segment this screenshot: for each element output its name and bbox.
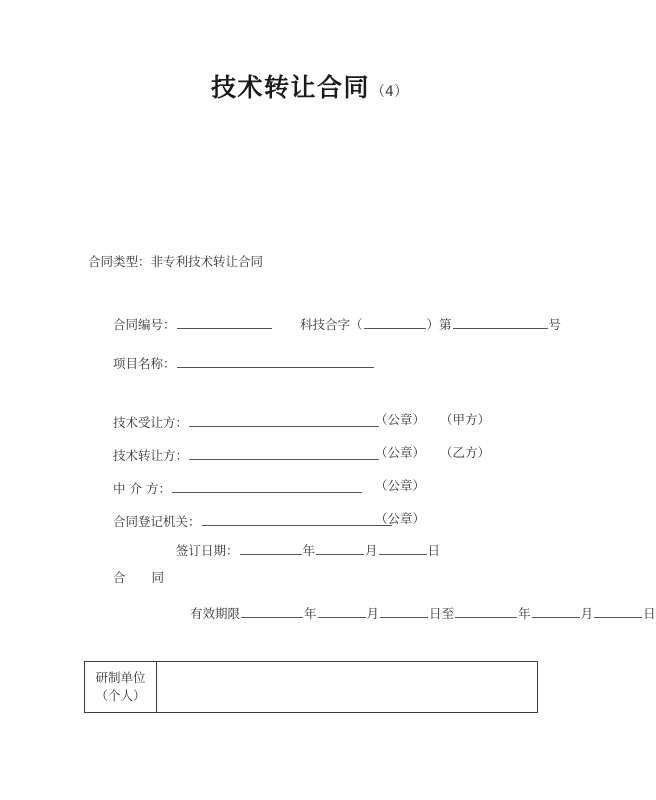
validity-period-field: [190, 605, 656, 620]
validity-start-day-blank[interactable]: [380, 605, 428, 618]
contract-number-field: [113, 316, 273, 331]
validity-start-month-unit: 月: [366, 605, 380, 621]
table-row: [85, 662, 538, 713]
contract-number-label: 合同编号：: [113, 316, 176, 332]
validity-start-day-unit: 日: [429, 605, 442, 621]
validity-end-year-blank[interactable]: [455, 605, 517, 618]
developer-label-line1: 研制单位: [95, 669, 146, 685]
intermediary-seal-mark: [375, 480, 425, 493]
page-title: [0, 68, 619, 104]
seal-mark-text: （公章）: [375, 412, 426, 427]
contract-type-line: [88, 256, 263, 269]
registry-seal-mark: [375, 513, 425, 526]
developer-info-table: [84, 661, 538, 713]
validity-end-day-blank[interactable]: [594, 605, 642, 618]
developer-label-cell: [85, 662, 157, 713]
project-name-label: 项目名称：: [113, 355, 176, 371]
sign-date-day-blank[interactable]: [379, 542, 427, 555]
transferor-label: 技术转让方：: [113, 447, 189, 463]
validity-start-year-unit: 年: [304, 605, 317, 621]
seal-mark-text: （公章）: [375, 445, 426, 460]
kj-mid-label: ）第: [426, 316, 452, 332]
validity-end-day-unit: 日: [643, 605, 656, 621]
transferee-blank[interactable]: [189, 414, 379, 427]
validity-start-year-blank[interactable]: [241, 605, 303, 618]
sign-date-year-blank[interactable]: [240, 542, 302, 555]
validity-period-label: 有效期限: [190, 605, 241, 621]
registry-label: 合同登记机关：: [113, 513, 201, 529]
contract-number-blank[interactable]: [177, 316, 272, 329]
contract-type-text: 合同类型：非专利技术转让合同: [88, 254, 264, 269]
intermediary-blank[interactable]: [172, 480, 362, 493]
kj-year-blank[interactable]: [364, 316, 426, 329]
kj-prefix-label: 科技合字（: [300, 316, 363, 332]
developer-label-line2: （个人）: [95, 688, 146, 703]
validity-end-month-unit: 月: [580, 605, 594, 621]
kj-serial-blank[interactable]: [453, 316, 548, 329]
transferor-field: [113, 447, 380, 462]
contract-word-text: 合 同: [113, 570, 175, 585]
validity-end-year-unit: 年: [518, 605, 531, 621]
validity-start-month-blank[interactable]: [318, 605, 366, 618]
validity-range-connector: 至: [441, 605, 455, 621]
project-name-field: [113, 355, 375, 370]
kj-number-field: [300, 316, 561, 331]
registry-blank[interactable]: [202, 513, 392, 526]
project-name-blank[interactable]: [177, 355, 374, 368]
transferor-seal-mark: [375, 447, 425, 460]
intermediary-label: 中 介 方：: [113, 480, 171, 496]
contract-word-heading: [113, 572, 175, 585]
party-a-mark: [440, 414, 490, 427]
party-a-mark-text: （甲方）: [440, 412, 491, 427]
page-title-suffix: （4）: [371, 84, 408, 100]
seal-mark-text: （公章）: [375, 478, 426, 493]
validity-end-month-blank[interactable]: [532, 605, 580, 618]
sign-date-year-unit: 年: [302, 542, 316, 558]
registry-field: [113, 513, 393, 528]
sign-date-field: [176, 542, 440, 557]
sign-date-month-blank[interactable]: [316, 542, 364, 555]
sign-date-label: 签订日期：: [176, 542, 239, 558]
party-b-mark: [440, 447, 490, 460]
page-title-main: 技术转让合同: [211, 73, 371, 102]
kj-suffix-label: 号: [548, 316, 562, 332]
intermediary-field: [113, 480, 363, 495]
sign-date-day-unit: 日: [427, 542, 441, 558]
transferee-seal-mark: [375, 414, 425, 427]
party-b-mark-text: （乙方）: [440, 445, 491, 460]
seal-mark-text: （公章）: [375, 511, 426, 526]
transferee-label: 技术受让方：: [113, 414, 189, 430]
developer-value-cell[interactable]: [157, 662, 538, 713]
transferee-field: [113, 414, 380, 429]
sign-date-month-unit: 月: [365, 542, 378, 558]
transferor-blank[interactable]: [189, 447, 379, 460]
